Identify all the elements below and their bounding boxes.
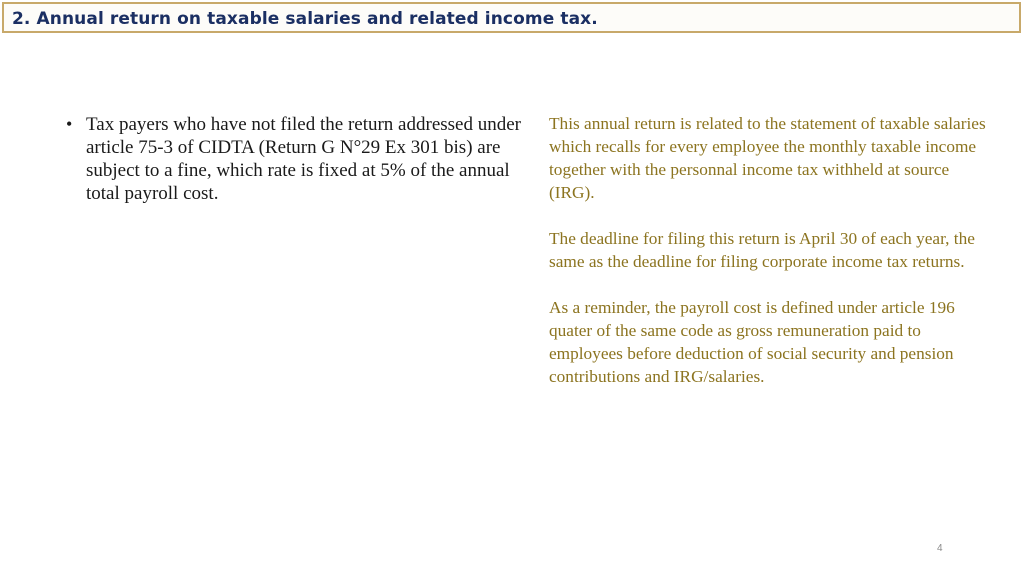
slide-title-bar — [2, 2, 1021, 33]
slide-title: 2. Annual return on taxable salaries and related income tax. — [12, 9, 598, 29]
bullet-item — [66, 113, 541, 205]
note-paragraph-payroll-cost: As a reminder, the payroll cost is defined under article 196 quater of the same code as gross remuneration paid to employees before deduction of social security and pension contributions and IRG/salaries. — [549, 298, 955, 386]
note-paragraph-deadline: The deadline for filing this return is April 30 of each year, the same as the deadline for filing corporate income tax returns. — [549, 229, 975, 271]
notes-column — [549, 112, 989, 411]
bullet-dot-icon: • — [66, 114, 73, 134]
page-number: 4 — [937, 543, 943, 554]
bullet-item-text: Tax payers who have not filed the return addressed under article 75-3 of CIDTA (Return G N°29 Ex 301 bis) are subject to a fine, which rate is fixed at 5% of the annual total payroll cost. — [86, 114, 521, 204]
bullet-list — [66, 113, 541, 205]
note-paragraph-annual-return: This annual return is related to the statement of taxable salaries which recalls for every employee the monthly taxable income together with the personnal income tax withheld at source (IRG). — [549, 114, 986, 202]
